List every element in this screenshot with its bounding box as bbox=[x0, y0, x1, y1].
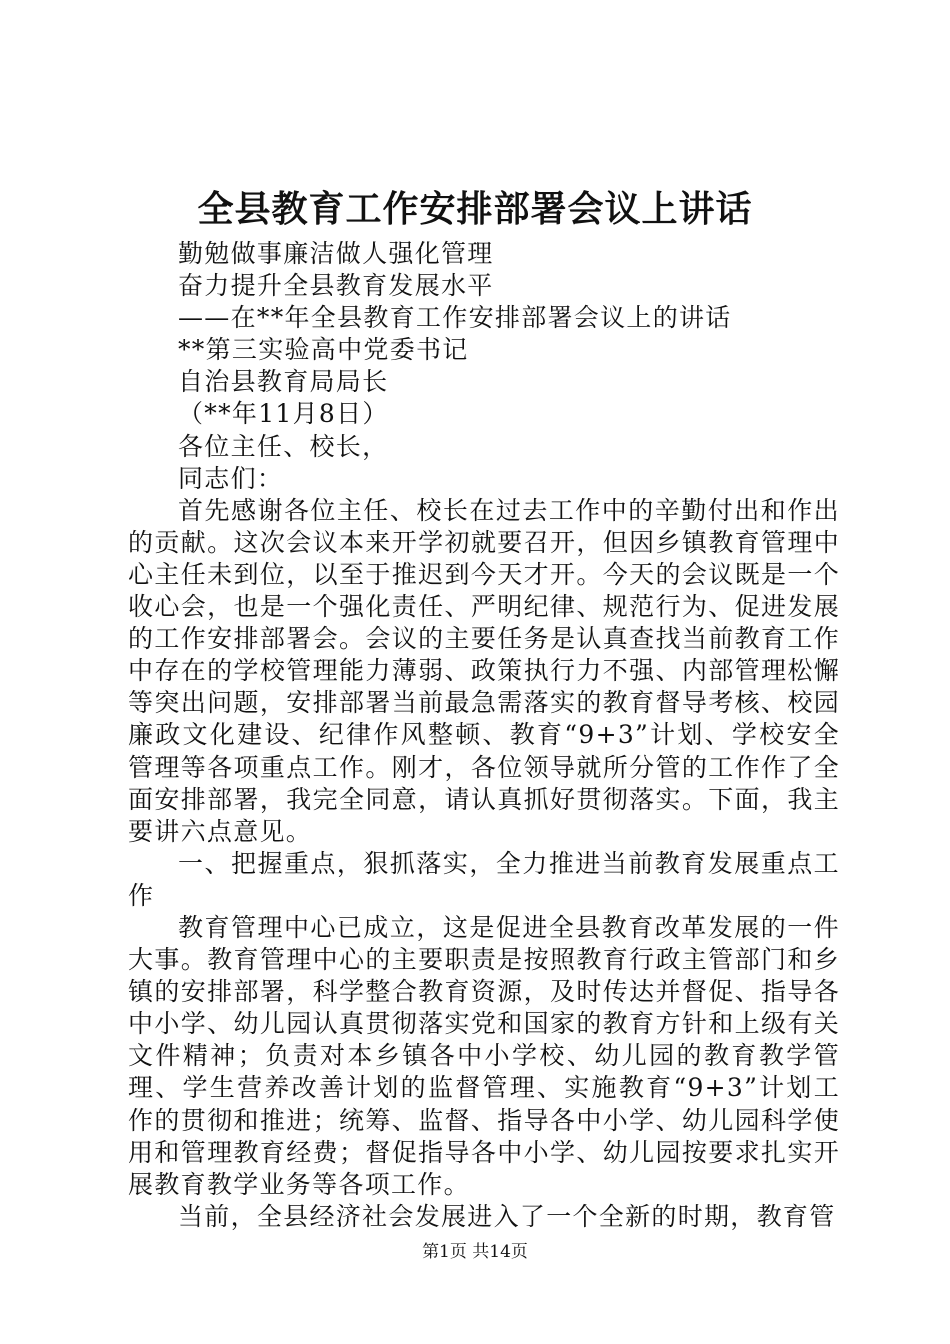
document-body bbox=[128, 238, 840, 1233]
speaker-title-line-1: **第三实验高中党委书记 bbox=[178, 335, 469, 365]
body-paragraph: 首先感谢各位主任、校长在过去工作中的辛勤付出和作出的贡献。这次会议本来开学初就要召开，但因乡镇教育管理中心主任未到位，以至于推迟到今天才开。今天的会议既是一个收心会，也是一个强化责任、严明纪律、规范行为、促进发展的工作安排部署会。会议的主要任务是认真查找当前教育工作中存在的学校管理能力薄弱、政策执行力不强、内部管理松懈等突出问题，安排部署当前最急需落实的教育督导考核、校园廉政文化建设、纪律作风整顿、教育“9+3”计划、学校安全管理等各项重点工作。刚才，各位领导就所分管的工作作了全面安排部署，我完全同意，请认真抓好贯彻落实。下面，我主要讲六点意见。 bbox=[128, 495, 840, 846]
subtitle-line-1: 勤勉做事廉洁做人强化管理 bbox=[178, 239, 494, 268]
page-footer: 第1页 共14页 bbox=[422, 1242, 528, 1262]
salutation-line-1: 各位主任、校长， bbox=[178, 431, 389, 461]
speech-occasion-line: ——在**年全县教育工作安排部署会议上的讲话 bbox=[178, 303, 732, 333]
body-paragraph: 教育管理中心已成立，这是促进全县教育改革发展的一件大事。教育管理中心的主要职责是按照教育行政主管部门和乡镇的安排部署，科学整合教育资源，及时传达并督促、指导各中小学、幼儿园认真贯彻落实党和国家的教育方针和上级有关文件精神；负责对本乡镇各中小学校、幼儿园的教育教学管理、学生营养改善计划的监督管理、实施教育“9+3”计划工作的贯彻和推进；统筹、监督、指导各中小学、幼儿园科学使用和管理教育经费；督促指导各中小学、幼儿园按要求扎实开展教育教学业务等各项工作。 bbox=[128, 912, 840, 1199]
speech-date: （**年11月8日） bbox=[178, 399, 389, 429]
section-heading: 一、把握重点，狠抓落实，全力推进当前教育发展重点工作 bbox=[128, 848, 840, 910]
speaker-title-line-2: 自治县教育局局长 bbox=[178, 367, 389, 397]
body-paragraph: 当前，全县经济社会发展进入了一个全新的时期，教育管 bbox=[178, 1201, 836, 1231]
document-title: 全县教育工作安排部署会议上讲话 bbox=[197, 188, 753, 230]
subtitle-line-2: 奋力提升全县教育发展水平 bbox=[178, 271, 494, 301]
salutation-line-2: 同志们： bbox=[178, 463, 284, 493]
